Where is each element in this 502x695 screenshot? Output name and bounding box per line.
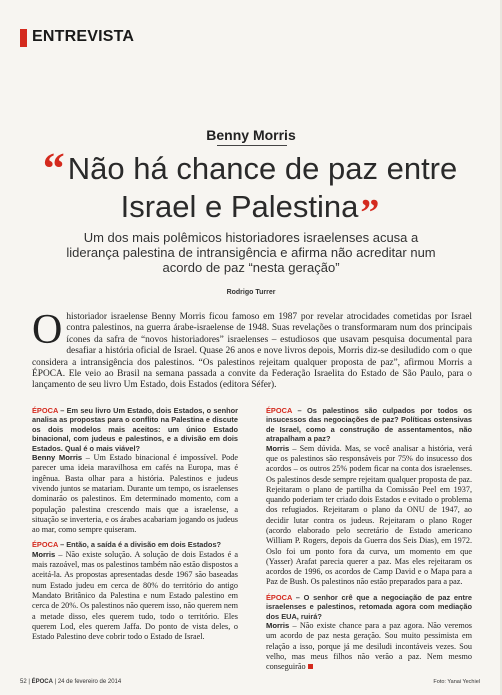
intro-text: historiador israelense Benny Morris ficou famoso em 1987 por revelar atrocidades cometidas por Israel contra palestinos, na guerra árabe-israelense de 1948. Suas revelações o transformaram num dos principais ícones da safra de “novos historiadores” israelenses – estudiosos que usavam pesquisa documental para desafiar a história oficial de Israel. Quase 26 anos e nove livros depois, Morris diz-se desiludido com o que considera a intransigência dos palestinos. “Os palestinos rejeitam qualquer proposta de paz”, afirmou Morris a ÉPOCA. Ele veio ao Brasil na semana passada a convite da Federação Israelita do Estado de São Paulo, para o lançamento de seu livro Um Estado, dois Estados (editora Séfer).	[32, 312, 472, 391]
question-text: ÉPOCA – Em seu livro Um Estado, dois Estados, o senhor analisa as propostas para o conflito na Palestina e discute os dois modelos mais aceitos: um único Estado binacional, com judeus e palestinos, e a divisão em dois Estados. Qual é o mais viável?	[32, 406, 238, 453]
answer-text: – Não existe solução. A solução de dois Estados é a mais razoável, mas os palestinos também não estão dispostos a aceitá-la. As propostas apresentadas desde 1967 são baseadas num Estado judeu em cerca de 80% do território do antigo Mandato Britânico da Palestina e num Estado palestino em cerca de 20%. Os palestinos não querem isso, não querem nem a metade disso, eles querem tudo, todo o território. Eles querem Lod, eles querem Jaffa. Do ponto de vista deles, o Estado Palestino deve cobrir todo o Estado de Israel.	[32, 549, 239, 642]
question-prefix: ÉPOCA	[266, 592, 296, 602]
close-quote-mark: ”	[360, 192, 380, 234]
answer	[266, 444, 472, 588]
question-text: ÉPOCA – O senhor crê que a negociação de paz entre israelenses e palestinos, retomada agora com mediação dos EUA, ruirá?	[266, 592, 473, 621]
question-prefix: ÉPOCA	[32, 406, 61, 415]
answer	[266, 621, 472, 672]
question	[266, 406, 472, 444]
intro-paragraph	[32, 307, 472, 392]
question	[32, 540, 238, 549]
byline: Rodrigo Turrer	[226, 289, 276, 296]
section-label: ENTREVISTA	[32, 28, 135, 45]
question-text: ÉPOCA – Então, a saída é a divisão em dois Estados?	[32, 540, 222, 550]
photo-credit: Foto: Yanai Yechiel	[433, 679, 480, 685]
section-accent-bar	[20, 29, 27, 47]
qa-block	[266, 593, 472, 673]
magazine-name: ÉPOCA	[31, 679, 53, 685]
column-left	[32, 406, 238, 647]
answer-text: – Sem dúvida. Mas, se você analisar a história, verá que os palestinos são responsáveis por 75% do insucesso dos acordos – os outros 25% podem ficar na conta dos israelenses. Os palestinos desde sempre rejeitam qualquer proposta de paz. Rejeitaram o plano de partilha da Comissão Peel em 1937, quando poderiam ter criado dois Estados e evitado o problema dos refugiados. Rejeitaram o plano da ONU de 1947, ao decidir lutar contra os judeus. Rejeitaram o plano Roger (acordo elaborado pelo secretário de Estado americano William P. Rogers, depois da Guerra dos Seis Dias), em 1972. Oslo foi um ponto fora da curva, um momento em que (Yasser) Arafat parecia querer a paz. Mas eles rejeitaram os acordos de 1996, os acordos de Camp David e o Mapa para a Paz de Bush. Os palestinos não estão preparados para a paz.	[266, 443, 472, 587]
open-quote-mark: “	[42, 144, 65, 193]
answer-speaker: Morris	[266, 443, 290, 453]
subhead: Um dos mais polêmicos historiadores israelenses acusa a liderança palestina de intransigência e afirma não acreditar num acordo de paz “nesta geração”	[66, 230, 436, 275]
question	[32, 406, 238, 453]
page-number: 52	[20, 679, 27, 685]
section-header	[20, 26, 150, 50]
answer	[32, 453, 238, 535]
answer-text: – Um Estado binacional é impossível. Pode parecer uma ideia maravilhosa em cafés na Europa, mas é ingênua. Basta olhar para a história. Palestinos e judeus vivendo juntos se matariam. Durante um tempo, os israelenses dominarão os palestinos. Em determinado momento, com a população palestina crescendo mais que a israelense, a situação se inverteria, e os árabes acabariam jogando os judeus ao mar, como sempre quiseram.	[32, 453, 239, 535]
qa-block	[32, 406, 238, 535]
answer	[32, 550, 238, 643]
question-prefix: ÉPOCA	[266, 406, 298, 415]
answer-speaker: Benny Morris	[32, 453, 83, 463]
question-prefix: ÉPOCA	[32, 540, 61, 550]
issue-date: 24 de fevereiro de 2014	[57, 679, 122, 685]
question	[266, 593, 472, 621]
answer-text: – Não existe chance para a paz agora. Não veremos um acordo de paz nesta geração. Sou muito pessimista em relação a isso, porque já me desiludi incontáveis vezes. Sou velho, mas meus filhos não verão a paz. Nem mesmo conseguirão	[266, 621, 472, 672]
column-right	[266, 406, 472, 677]
interviewee-name: Benny Morris	[206, 127, 296, 143]
drop-cap: O	[32, 307, 63, 353]
question-text: ÉPOCA – Os palestinos são culpados por todos os insucessos das negociações de paz? Políticas ostensivas de Israel, como a construção de assentamentos, não atrapalham a paz?	[266, 406, 473, 444]
page-footer: 52 | ÉPOCA | 24 de fevereiro de 2014	[20, 679, 122, 685]
qa-block	[32, 540, 238, 642]
continue-arrow-icon	[308, 664, 313, 669]
answer-speaker: Morris	[32, 549, 56, 559]
headline	[40, 144, 460, 234]
answer-speaker: Morris	[266, 621, 290, 630]
headline-text: Não há chance de paz entre Israel e Palestina	[67, 151, 458, 224]
interviewee-underline	[217, 145, 287, 146]
qa-block	[266, 406, 472, 588]
